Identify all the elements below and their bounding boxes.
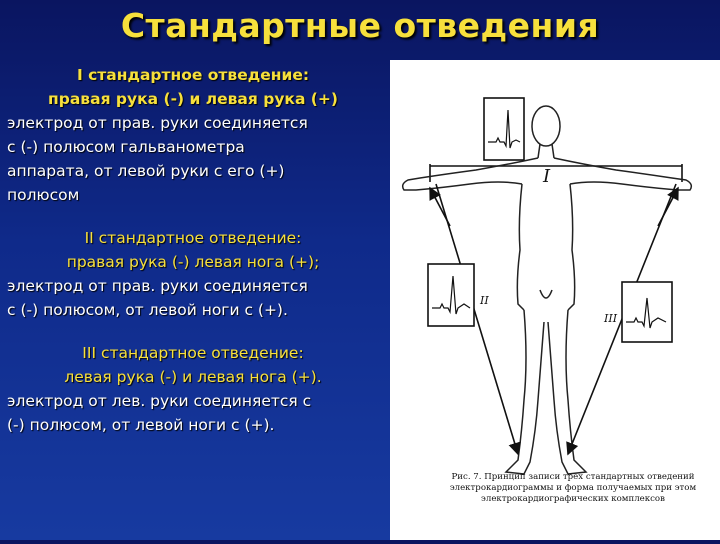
- lead1-line-3: аппарата, от левой руки с его (+): [7, 162, 285, 180]
- lead1-label: I: [543, 166, 551, 187]
- lead1-line-1: электрод от прав. руки соединяется: [7, 114, 308, 132]
- ecg-leads-figure: [390, 60, 720, 540]
- lead3-heading-2: левая рука (-) и левая нога (+).: [64, 368, 322, 386]
- lead2-heading-2: правая рука (-) левая нога (+);: [66, 253, 320, 271]
- einthoven-triangle-illustration: [390, 60, 720, 540]
- lead1-heading-1: I стандартное отведение:: [76, 66, 310, 84]
- lead2-line-2: с (-) полюсом, от левой ноги с (+).: [7, 301, 288, 319]
- lead3-heading-1: III стандартное отведение:: [82, 344, 304, 362]
- lead1-ecg-box: [484, 98, 524, 160]
- text-column: [7, 66, 379, 440]
- lead2-label: II: [480, 294, 489, 307]
- lead3-line-2: (-) полюсом, от левой ноги с (+).: [7, 416, 275, 434]
- lead1-line-2: с (-) полюсом гальванометра: [7, 138, 245, 156]
- slide-title: Стандартные отведения: [120, 6, 600, 45]
- lead3-ecg-box: [622, 282, 672, 342]
- lead2-line-1: электрод от прав. руки соединяется: [7, 277, 308, 295]
- lead1-marker: [430, 164, 682, 182]
- lead1-heading-2: правая рука (-) и левая рука (+): [48, 90, 338, 108]
- lead2-heading-1: II стандартное отведение:: [84, 229, 302, 247]
- figure-caption: Рис. 7. Принцип записи трех стандартных отведений электрокардиограммы и форма получаемых при этом электрокардиографических комплексов: [449, 472, 697, 504]
- lead1-line-4: полюсом: [7, 186, 80, 204]
- lead2-ecg-box: [428, 264, 474, 326]
- lead3-line-1: электрод от лев. руки соединяется с: [7, 392, 312, 410]
- lead3-label: III: [604, 312, 618, 325]
